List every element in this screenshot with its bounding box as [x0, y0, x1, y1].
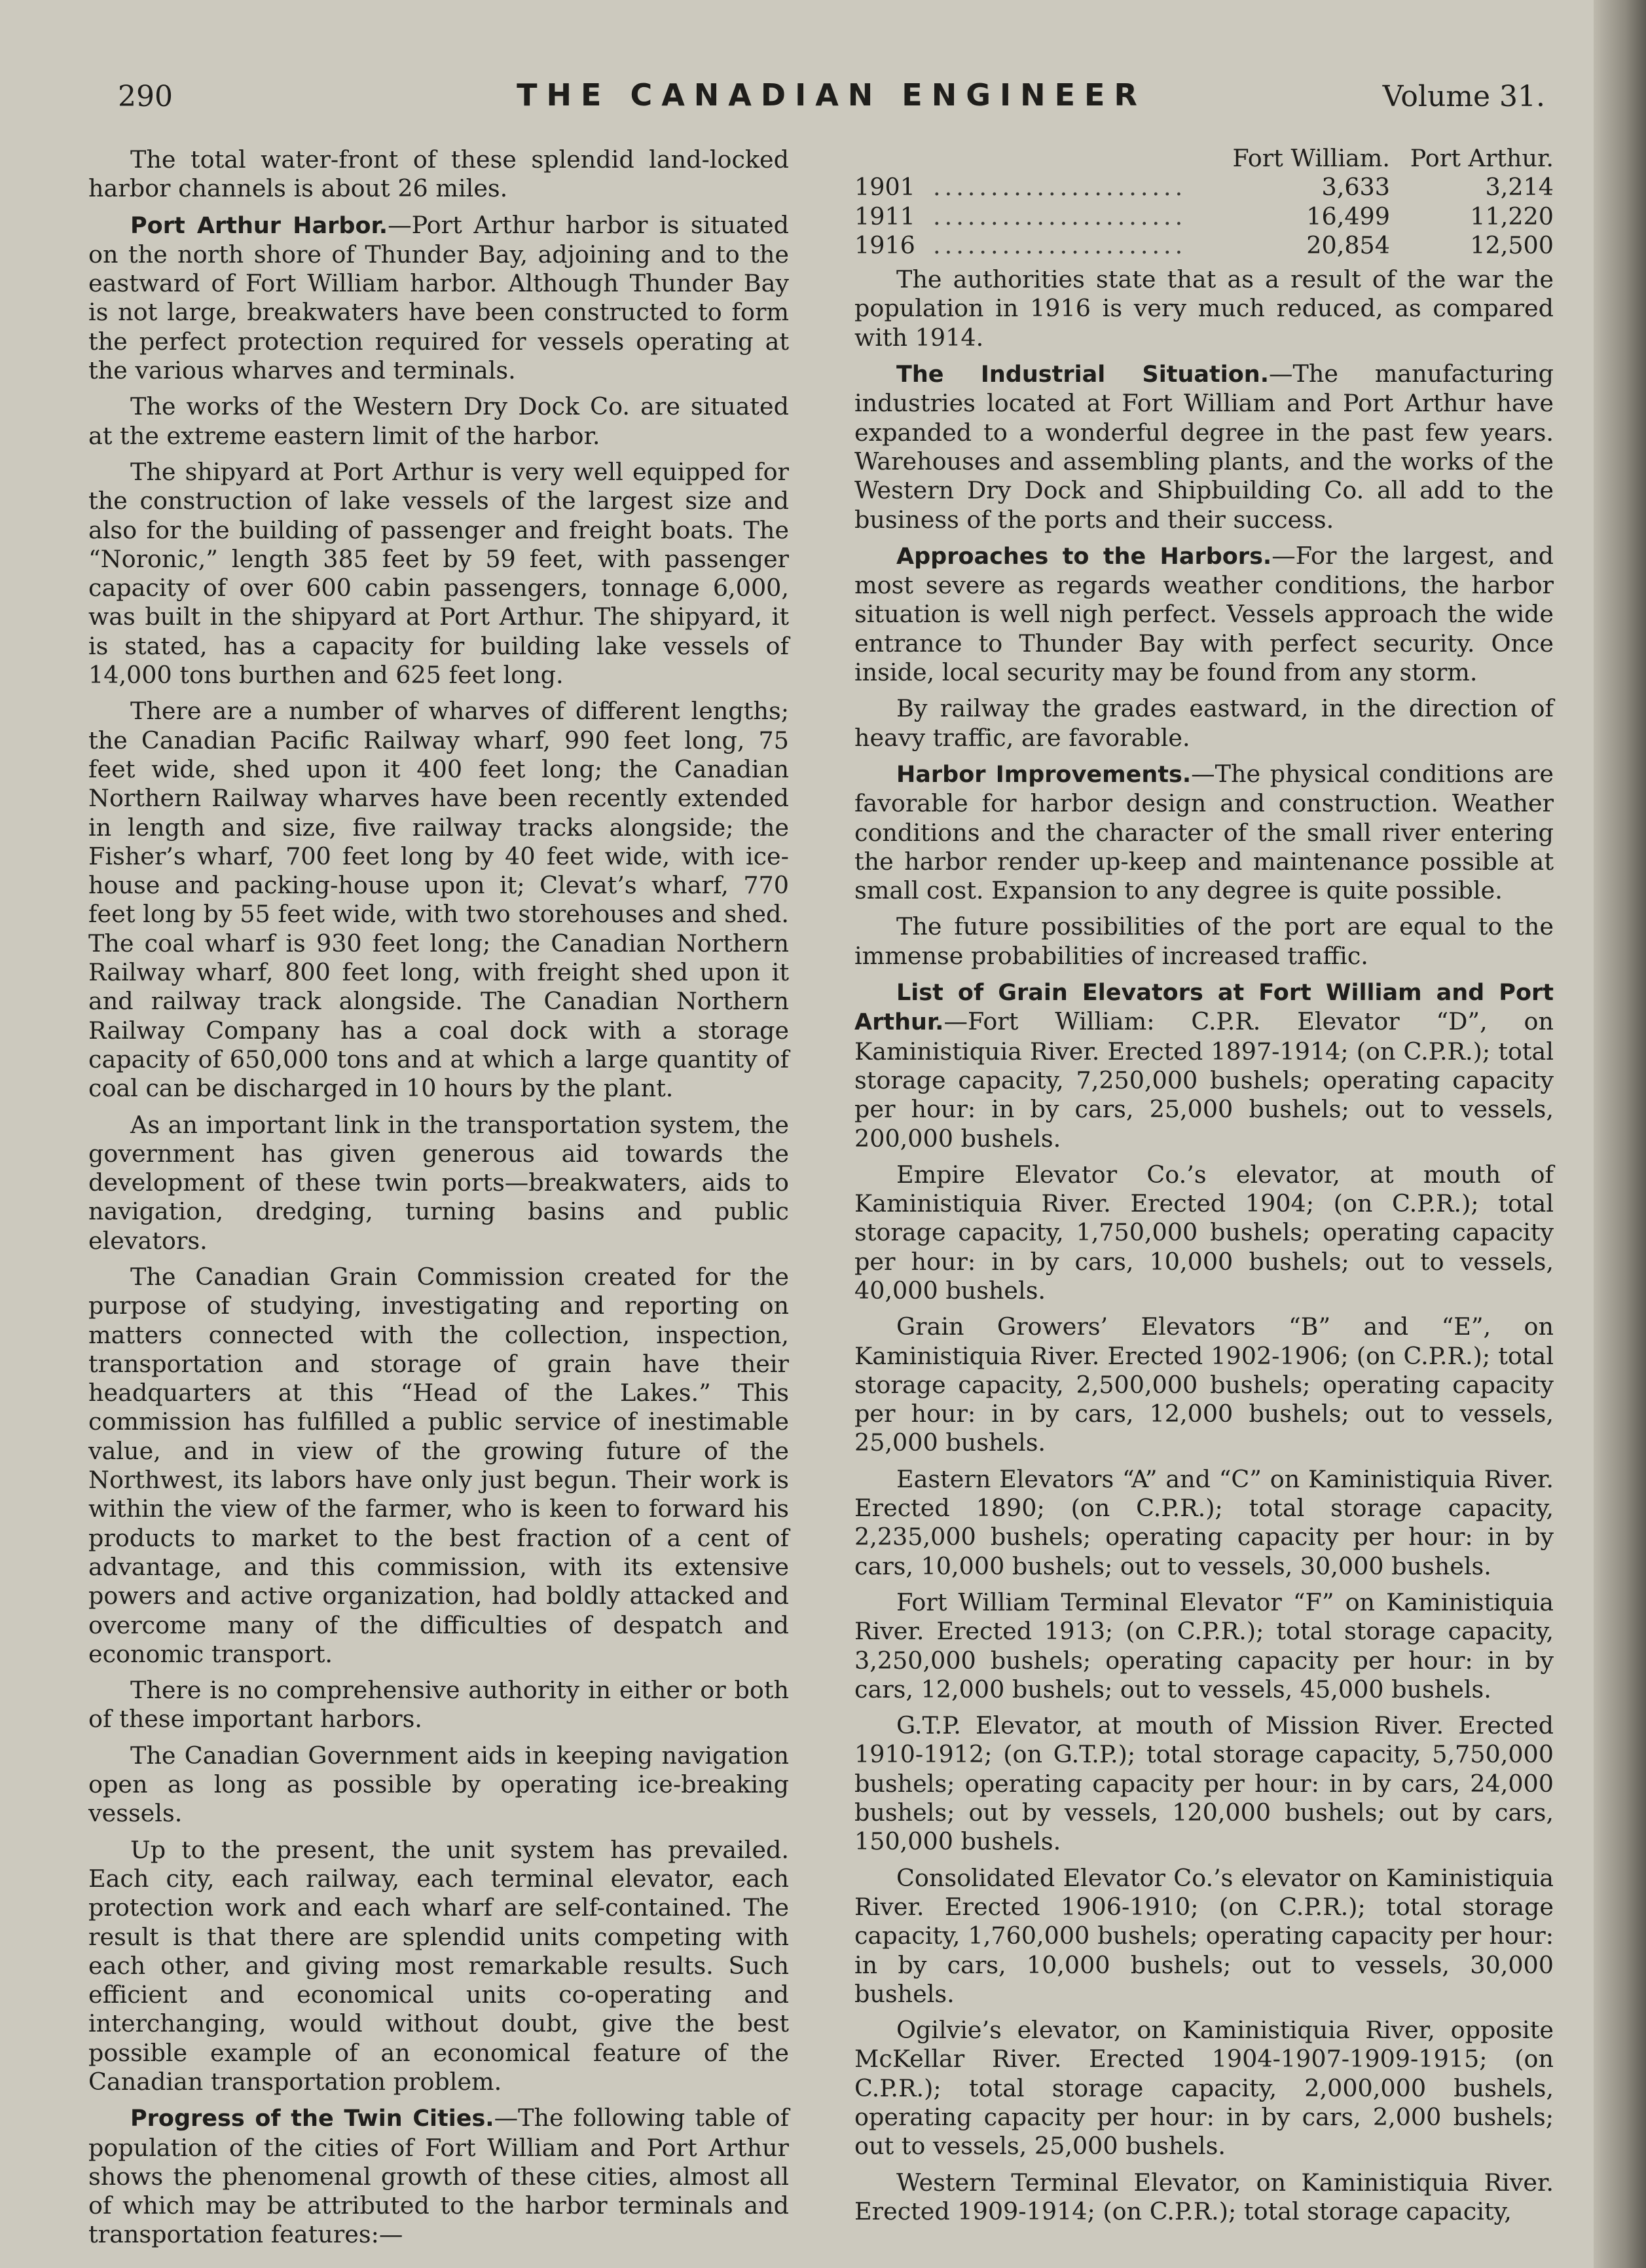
paragraph-text: The future possibilities of the port are equal to the immense probabilities of increased traffic.: [854, 912, 1554, 970]
port-arthur-cell: 11,220: [1470, 202, 1554, 231]
paragraph-text: Consolidated Elevator Co.’s elevator on Kaministiquia River. Erected 1906-1910; (on C.P.R.); total storage capacity, 1,760,000 bushels; operating capacity per hour: in by cars, 10,000 bushels; out to vessels, 30,000 bushels.: [854, 1863, 1554, 2008]
left-column: [88, 145, 789, 2257]
column-header-port-arthur: Port Arthur.: [1410, 144, 1554, 172]
paragraph: [88, 392, 789, 451]
section-heading: Progress of the Twin Cities.: [130, 2106, 494, 2132]
paragraph: [854, 1711, 1554, 1856]
paragraph: [854, 360, 1554, 534]
paragraph-text: Up to the present, the unit system has prevailed. Each city, each railway, each terminal elevator, each protection work and each wharf are self-contained. The result is that there are splendid units competing with each other, and giving most remarkable results. Such efficient and economical units co-operating and interchanging, would without doubt, give the best possible example of an economical feature of the Canadian transportation problem.: [88, 1835, 789, 2096]
fort-william-cell: 3,633: [1321, 173, 1390, 202]
paragraph: [854, 1465, 1554, 1581]
journal-title: THE CANADIAN ENGINEER: [517, 77, 1146, 113]
paragraph-text: The Canadian Grain Commission created for the purpose of studying, investigating and reporting on matters connected with the collection, inspection, transportation and storage of grain have their headquarters at this “Head of the Lakes.” This commission has fulfilled a public service of inestimable value, and in view of the growing future of the Northwest, its labors have only just begun. Their work is within the view of the farmer, who is keen to forward his products to market to the best fraction of a cent of advantage, and this commission, with its extensive powers and active organization, had boldly attacked and overcome many of the difficulties of despatch and economic transport.: [88, 1262, 789, 1668]
paragraph: [88, 1111, 789, 1255]
paragraph: [88, 1741, 789, 1829]
port-arthur-cell: 3,214: [1485, 173, 1554, 202]
paragraph: [88, 1263, 789, 1669]
paragraph-text: —For the largest, and most severe as regards weather conditions, the harbor situation is well nigh perfect. Vessels approach the wide entrance to Thunder Bay with perfect security. Once inside, local security may be found from any storm.: [854, 541, 1554, 687]
paragraph-text: The total water-front of these splendid land-locked harbor channels is about 26 miles.: [88, 145, 789, 203]
paragraph: [854, 2168, 1554, 2227]
population-table-header: [854, 144, 1554, 173]
paragraph-text: Eastern Elevators “A” and “C” on Kaministiquia River. Erected 1890; (on C.P.R.); total storage capacity, 2,235,000 bushels; operating capacity per hour: in by cars, 10,000 bushels; out to vessels, 30,000 bushels.: [854, 1464, 1554, 1580]
paragraph: [88, 1836, 789, 2097]
year-cell: 1901: [854, 173, 915, 202]
port-arthur-cell: 12,500: [1470, 231, 1554, 259]
paragraph-text: Grain Growers’ Elevators “B” and “E”, on Kaministiquia River. Erected 1902-1906; (on C.P.R.); total storage capacity, 2,500,000 bushels; operating capacity per hour: in by cars, 12,000 bushels; out to vessels, 25,000 bushels.: [854, 1312, 1554, 1457]
paragraph-text: As an important link in the transportation system, the government has given generous aid towards the development of these twin ports—breakwaters, aids to navigation, dredging, turning basins and public elevators.: [88, 1110, 789, 1255]
paragraph: [854, 1161, 1554, 1305]
year-cell: 1916: [854, 231, 915, 259]
fort-william-cell: 20,854: [1306, 231, 1390, 259]
binding-gutter: [1594, 0, 1646, 2268]
paragraph: [88, 697, 789, 1103]
paragraph: [854, 978, 1554, 1153]
paragraph-text: The shipyard at Port Arthur is very well equipped for the construction of lake vessels of the largest size and also for the building of passenger and freight boats. The “Noronic,” length 385 feet by 59 feet, with passenger capacity of over 600 cabin passengers, tonnage 6,000, was built in the shipyard at Port Arthur. The shipyard, it is stated, has a capacity for building lake vessels of 14,000 tons burthen and 625 feet long.: [88, 457, 789, 690]
running-header: [118, 72, 1545, 124]
paragraph-text: Western Terminal Elevator, on Kaministiquia River. Erected 1909-1914; (on C.P.R.); total storage capacity,: [854, 2168, 1554, 2225]
paragraph-text: —The physical conditions are favorable for harbor design and construction. Weather conditions and the character of the small river entering the harbor render up-keep and maintenance possible at small cost. Expansion to any degree is quite possible.: [854, 759, 1554, 905]
paragraph: [854, 1588, 1554, 1704]
section-heading: Harbor Improvements.: [896, 761, 1192, 788]
right-column-paragraphs: [854, 265, 1554, 2226]
section-heading: The Industrial Situation.: [896, 362, 1270, 388]
paragraph: [88, 145, 789, 204]
paragraph: [854, 694, 1554, 753]
paragraph-text: Fort William Terminal Elevator “F” on Kaministiquia River. Erected 1913; (on C.P.R.); total storage capacity, 3,250,000 bushels; operating capacity per hour: in by cars, 12,000 bushels; out to vessels, 45,000 bushels.: [854, 1588, 1554, 1703]
paragraph-text: The authorities state that as a result of the war the population in 1916 is very much reduced, as compared with 1914.: [854, 265, 1554, 352]
paragraph: [854, 1864, 1554, 2009]
population-table: [854, 144, 1554, 260]
paragraph-text: The works of the Western Dry Dock Co. are situated at the extreme eastern limit of the harbor.: [88, 392, 789, 450]
page-number: 290: [118, 80, 173, 113]
leader-dots: ......................: [933, 202, 1187, 231]
paragraph: [854, 2016, 1554, 2161]
paragraph: [88, 211, 789, 386]
leader-dots: ......................: [933, 173, 1187, 202]
paragraph-text: There are a number of wharves of different lengths; the Canadian Pacific Railway wharf, 990 feet long, 75 feet wide, shed upon it 400 feet long; the Canadian Northern Railway wharves have been recently extended in length and size, five railway tracks alongside; the Fisher’s wharf, 700 feet long by 40 feet wide, with ice-house and packing-house upon it; Clevat’s wharf, 770 feet long by 55 feet wide, with two storehouses and shed. The coal wharf is 930 feet long; the Canadian Northern Railway wharf, 800 feet long, with freight shed upon it and railway track alongside. The Canadian Northern Railway Company has a coal dock with a storage capacity of 650,000 tons and at which a large quantity of coal can be discharged in 10 hours by the plant.: [88, 697, 789, 1103]
table-row: [854, 202, 1554, 231]
fort-william-cell: 16,499: [1306, 202, 1390, 231]
paragraph-text: —The manufacturing industries located at Fort William and Port Arthur have expanded to a wonderful degree in the past few years. Warehouses and assembling plants, and the works of the Western Dry Dock and Shipbuilding Co. all add to the business of the ports and their success.: [854, 360, 1554, 534]
section-heading: Port Arthur Harbor.: [130, 212, 388, 239]
paragraph-text: —The following table of population of the cities of Fort William and Port Arthur shows the phenomenal growth of these cities, almost all of which may be attributed to the harbor terminals and transportation features:—: [88, 2104, 789, 2249]
table-row: [854, 231, 1554, 260]
paragraph-text: The Canadian Government aids in keeping navigation open as long as possible by operating ice-breaking vessels.: [88, 1741, 789, 1828]
paragraph: [854, 760, 1554, 905]
paragraph: [854, 1312, 1554, 1457]
paragraph: [854, 912, 1554, 971]
table-row: [854, 173, 1554, 202]
paragraph: [854, 542, 1554, 687]
paragraph-text: Ogilvie’s elevator, on Kaministiquia River, opposite McKellar River. Erected 1904-1907-1909-1915; (on C.P.R.); total storage capacity, 2,000,000 bushels, operating capacity per hour: in by cars, 2,000 bushels; out to vessels, 25,000 bushels.: [854, 2016, 1554, 2161]
column-header-fort-william: Fort William.: [1232, 144, 1390, 172]
section-heading: Approaches to the Harbors.: [896, 543, 1272, 570]
section-heading: List of Grain Elevators at Fort William and Port Arthur.: [854, 980, 1554, 1036]
paragraph: [88, 2104, 789, 2249]
paragraph-text: By railway the grades eastward, in the direction of heavy traffic, are favorable.: [854, 694, 1554, 752]
right-column: [854, 144, 1554, 2233]
paragraph-text: Empire Elevator Co.’s elevator, at mouth of Kaministiquia River. Erected 1904; (on C.P.R.); total storage capacity, 1,750,000 bushels; operating capacity per hour: in by cars, 10,000 bushels; out to vessels, 40,000 bushels.: [854, 1160, 1554, 1305]
paragraph-text: G.T.P. Elevator, at mouth of Mission River. Erected 1910-1912; (on G.T.P.); total storage capacity, 5,750,000 bushels; operating capacity per hour: in by cars, 24,000 bushels; out by vessels, 120,000 bushels; out by cars, 150,000 bushels.: [854, 1711, 1554, 1856]
leader-dots: ......................: [933, 231, 1187, 259]
paragraph: [88, 1676, 789, 1734]
paragraph-text: —Fort William: C.P.R. Elevator “D”, on Kaministiquia River. Erected 1897-1914; (on C.P.R.); total storage capacity, 7,250,000 bushels; operating capacity per hour: in by cars, 25,000 bushels; out to vessels, 200,000 bushels.: [854, 1007, 1554, 1153]
paragraph: [854, 265, 1554, 352]
paragraph-text: There is no comprehensive authority in either or both of these important harbors.: [88, 1676, 789, 1734]
year-cell: 1911: [854, 202, 915, 231]
volume-label: Volume 31.: [1382, 80, 1545, 113]
paragraph: [88, 458, 789, 690]
paragraph-text: —Port Arthur harbor is situated on the north shore of Thunder Bay, adjoining and to the eastward of Fort William harbor. Although Thunder Bay is not large, breakwaters have been constructed to form the perfect protection required for vessels operating at the various wharves and terminals.: [88, 210, 789, 385]
